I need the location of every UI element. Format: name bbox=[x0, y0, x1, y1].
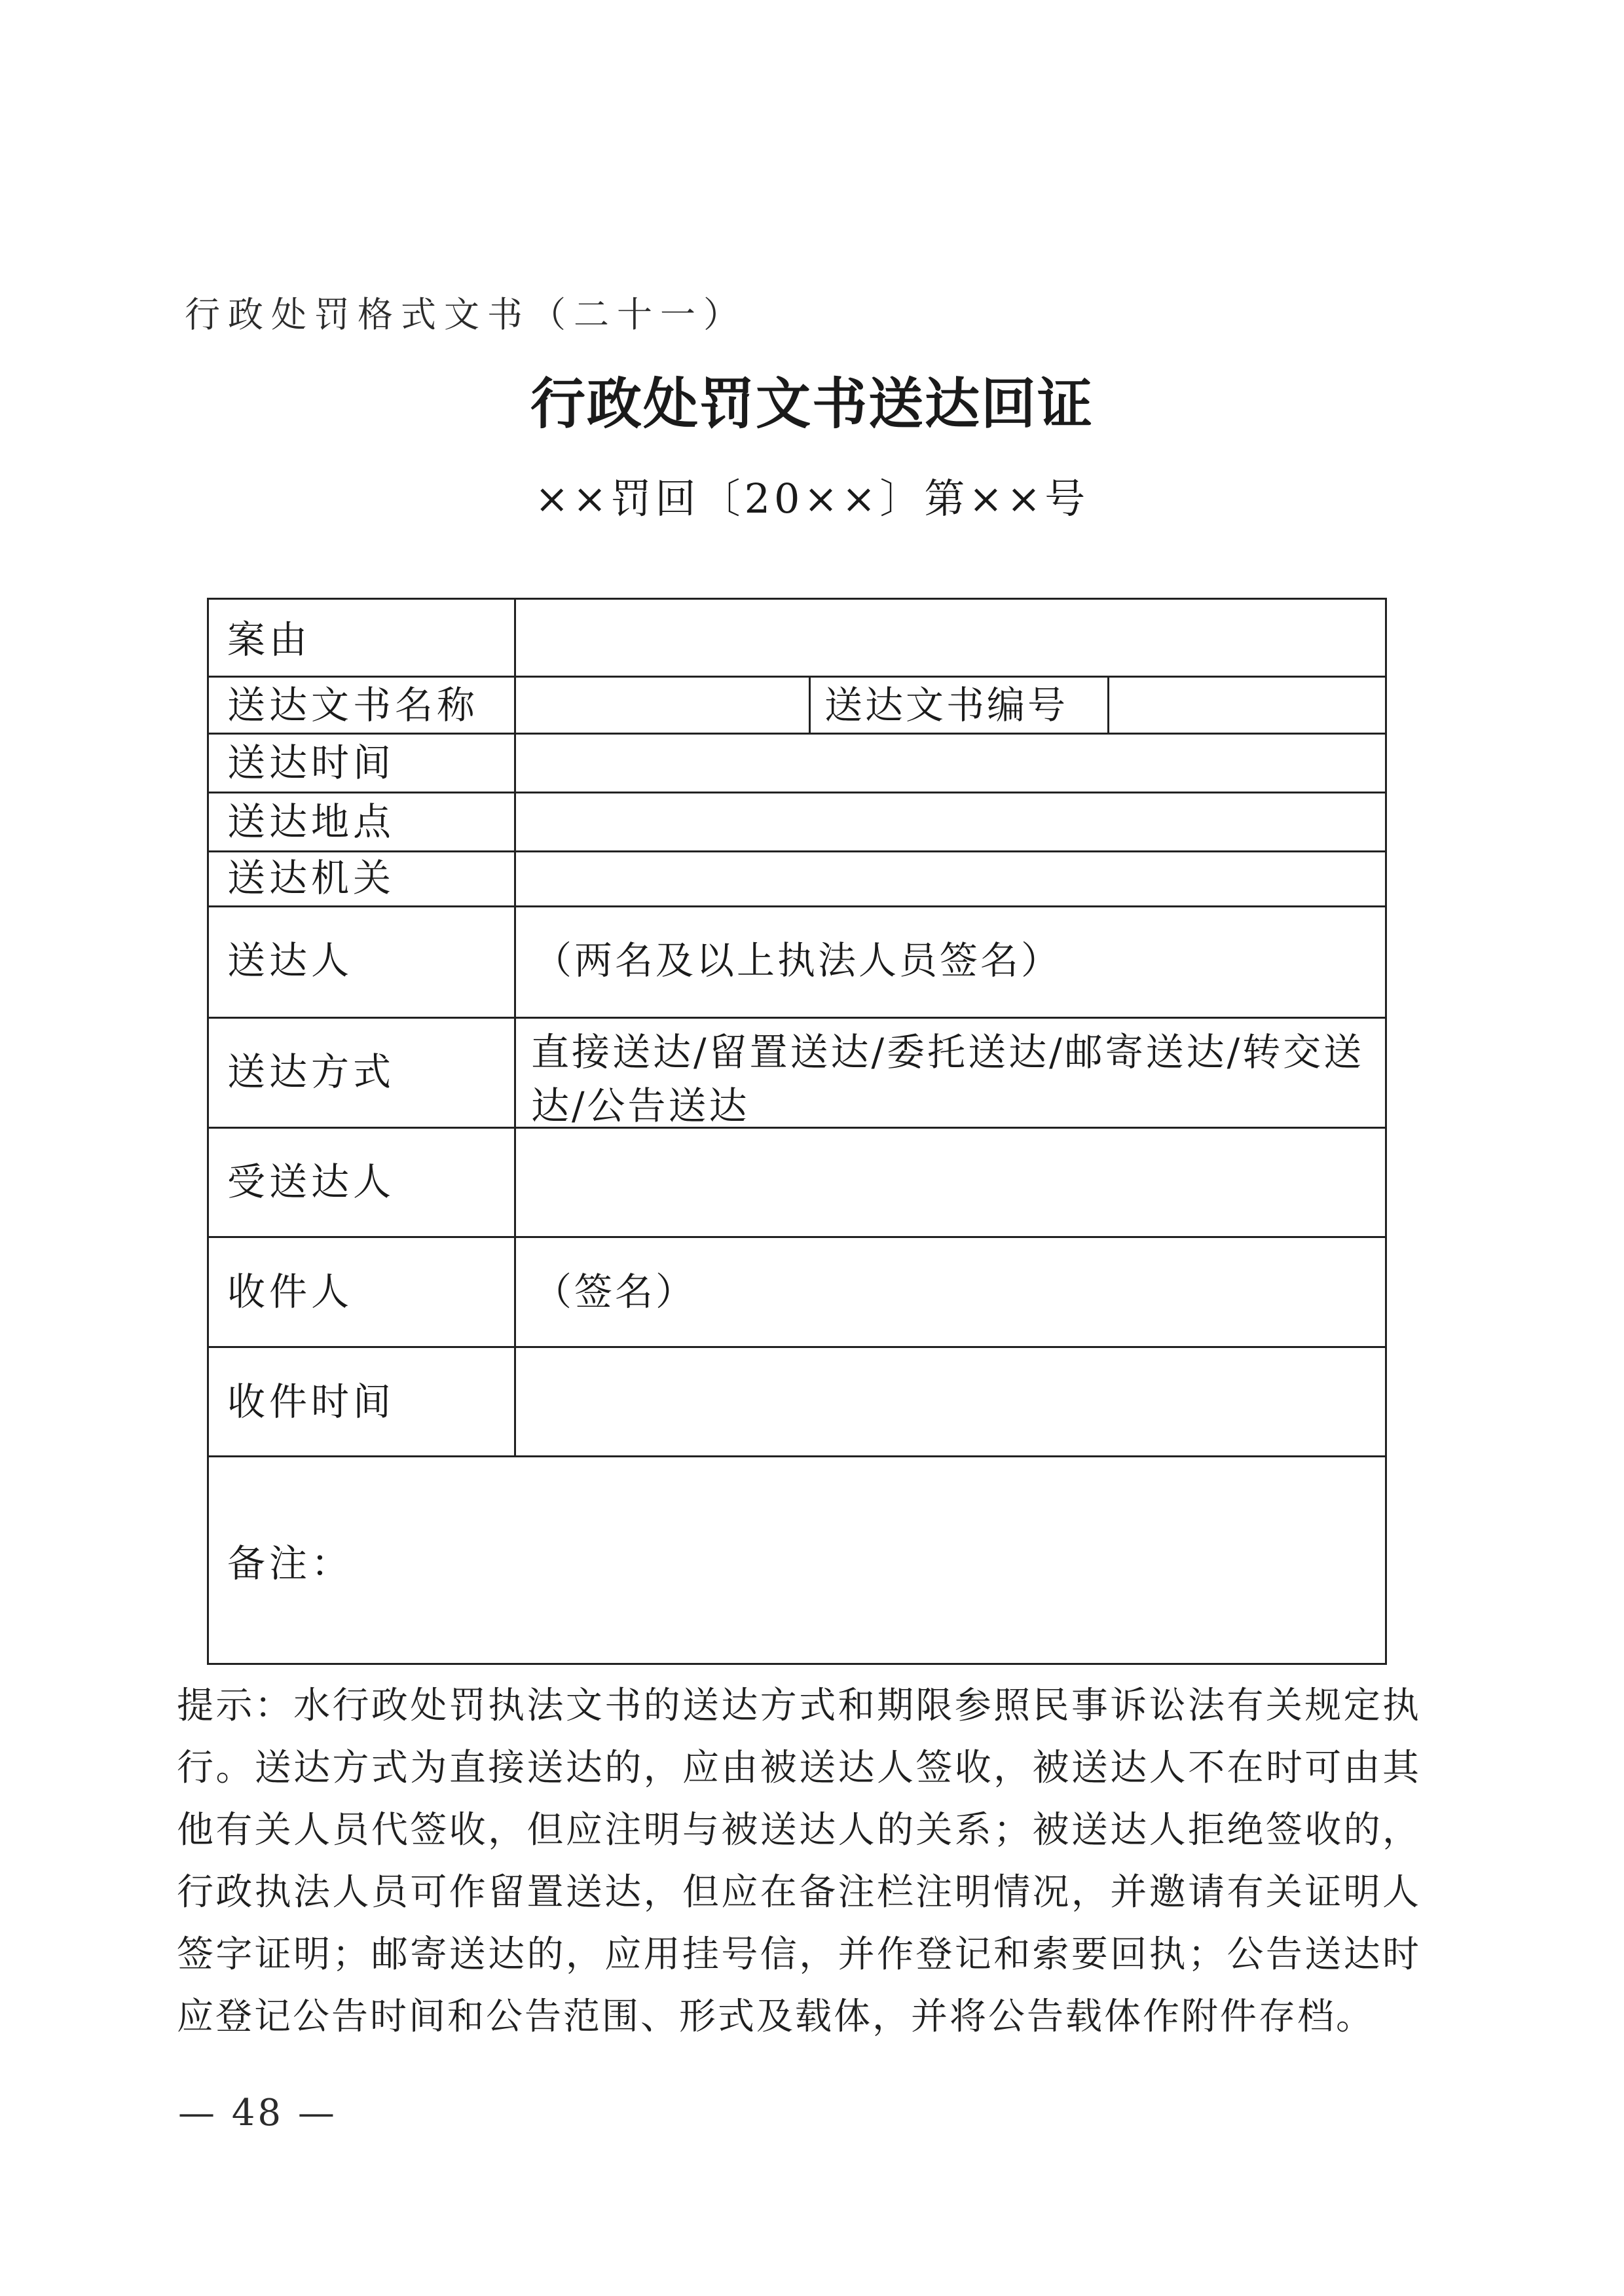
doc-no-label-divider-right bbox=[1107, 676, 1109, 733]
service-agency-field[interactable] bbox=[517, 852, 1385, 905]
server-label: 送达人 bbox=[227, 938, 354, 983]
service-place-field[interactable] bbox=[517, 793, 1385, 850]
case-reason-label: 案由 bbox=[227, 617, 312, 662]
receive-time-field[interactable] bbox=[517, 1348, 1385, 1455]
remarks-label: 备注： bbox=[227, 1541, 354, 1586]
service-agency-label: 送达机关 bbox=[227, 856, 396, 900]
remarks-field[interactable] bbox=[405, 1457, 1385, 1663]
doc-no-field[interactable] bbox=[1110, 678, 1385, 733]
document-title: 行政处罚文书送达回证 bbox=[530, 371, 1094, 436]
receiver-label: 收件人 bbox=[227, 1269, 354, 1314]
receiver-signature-note[interactable]: （签名） bbox=[534, 1269, 697, 1314]
service-receipt-form bbox=[207, 598, 1387, 1665]
row-divider bbox=[209, 1236, 1385, 1238]
recipient-label: 受送达人 bbox=[227, 1159, 396, 1204]
instructions-note: 提示：水行政处罚执法文书的送达方式和期限参照民事诉讼法有关规定执行。送达方式为直接送达的，应由被送达人签收，被送达人不在时可由其他有关人员代签收，但应注明与被送达人的关系；被送达人拒绝签收的，行政执法人员可作留置送达，但应在备注栏注明情况，并邀请有关证明人签字证明；邮寄送达的，应用挂号信，并作登记和索要回执；公告送达时应登记公告时间和公告范围、形式及载体，并将公告载体作附件存档。 bbox=[177, 1685, 1421, 2038]
doc-no-label: 送达文书编号 bbox=[824, 683, 1069, 727]
service-place-label: 送达地点 bbox=[227, 799, 396, 844]
server-signature-note[interactable]: （两名及以上执法人员签名） bbox=[534, 938, 1062, 983]
page-number: — 48 — bbox=[178, 2092, 337, 2134]
document-number: ××罚回〔20××〕第××号 bbox=[534, 475, 1090, 522]
receive-time-label: 收件时间 bbox=[227, 1379, 396, 1424]
document-series-label: 行政处罚格式文书（二十一） bbox=[185, 294, 747, 335]
recipient-field[interactable] bbox=[517, 1129, 1385, 1236]
case-reason-field[interactable] bbox=[517, 600, 1385, 676]
label-column-divider bbox=[514, 600, 516, 1455]
doc-name-field[interactable] bbox=[517, 678, 807, 733]
service-method-options[interactable]: 直接送达/留置送达/委托送达/邮寄送达/转交送达/公告送达 bbox=[531, 1030, 1365, 1128]
row-divider bbox=[209, 1017, 1385, 1019]
service-method-label: 送达方式 bbox=[227, 1049, 396, 1094]
service-time-label: 送达时间 bbox=[227, 740, 396, 785]
service-time-field[interactable] bbox=[517, 735, 1385, 792]
doc-name-label: 送达文书名称 bbox=[227, 683, 479, 727]
doc-no-label-divider-left bbox=[809, 676, 811, 733]
row-divider bbox=[209, 905, 1385, 907]
